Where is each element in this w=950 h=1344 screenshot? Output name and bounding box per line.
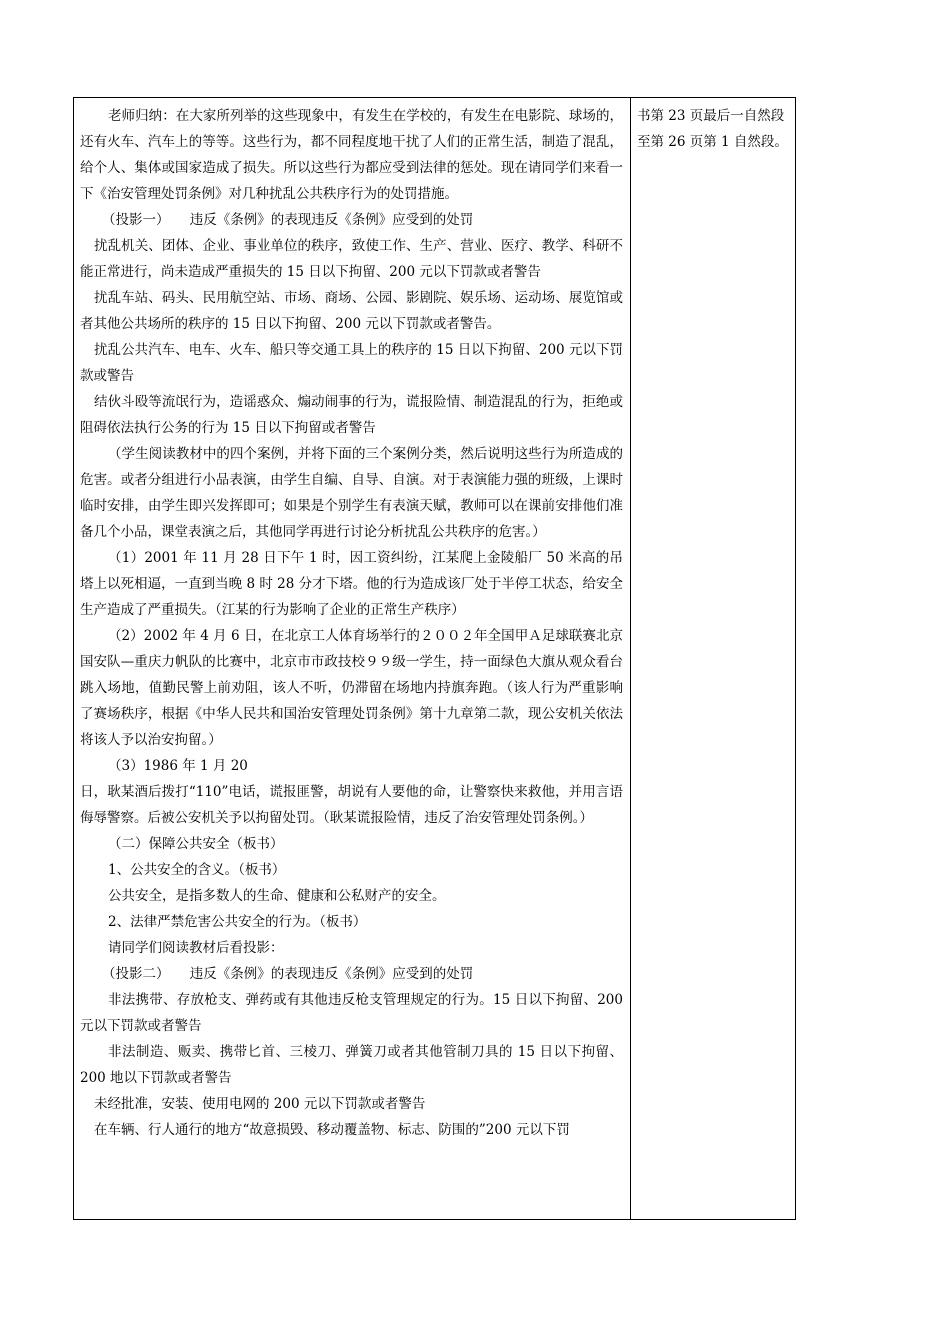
- lesson-table: [73, 97, 796, 1220]
- case-2-paragraph: （2）2002 年 4 月 6 日，在北京工人体育场举行的２００２年全国甲Ａ足球联赛北京国安队—重庆力帆队的比赛中，北京市市政技校９９级一学生，持一面绿色大旗从观众看台跳入场地，值勤民警上前劝阻，该人不听，仍滞留在场地内持旗奔跑。（该人行为严重影响了赛场秩序，根据《中华人民共和国治安管理处罚条例》第十九章第二款，现公安机关依法将该人予以治安拘留。）: [80, 628, 623, 748]
- main-content-cell: [80, 103, 623, 1213]
- column-divider: [630, 98, 631, 1219]
- safety-rule-paragraph-4: 在车辆、行人通行的地方“故意损毁、移动覆盖物、标志、防围的”200 元以下罚: [94, 1122, 570, 1138]
- textbook-reference-note: 书第 23 页最后一自然段至第 26 页第 1 自然段。: [637, 108, 788, 150]
- case-1-paragraph: （1）2001 年 11 月 28 日下午 1 时，因工资纠纷，江某爬上金陵船厂 50 米高的吊塔上以死相逼，一直到当晚 8 时 28 分才下塔。他的行为造成该厂处于半停工状态，给安全生产造成了严重损失。（江某的行为影响了企业的正常生产秩序）: [80, 550, 623, 618]
- safety-rule-paragraph-1: 非法携带、存放枪支、弹药或有其他违反枪支管理规定的行为。15 日以下拘留、200 元以下罚款或者警告: [80, 992, 623, 1034]
- subheading-prohibited-acts: 2、法律严禁危害公共安全的行为。（板书）: [108, 914, 367, 930]
- rule-paragraph-3: 扰乱公共汽车、电车、火车、船只等交通工具上的秩序的 15 日以下拘留、200 元以下罚款或警告: [80, 342, 623, 384]
- projection-two-heading: （投影二） 违反《条例》的表现违反《条例》应受到的处罚: [102, 966, 474, 982]
- safety-rule-paragraph-2: 非法制造、贩卖、携带匕首、三棱刀、弹簧刀或者其他管制刀具的 15 日以下拘留、200 地以下罚款或者警告: [80, 1044, 623, 1086]
- side-note-cell: [637, 103, 791, 155]
- projection-one-heading: （投影一） 违反《条例》的表现违反《条例》应受到的处罚: [102, 212, 474, 228]
- safety-rule-paragraph-3: 未经批准，安装、使用电网的 200 元以下罚款或者警告: [94, 1096, 426, 1112]
- reading-instruction: 请同学们阅读教材后看投影：: [108, 940, 284, 956]
- activity-instructions-paragraph: （学生阅读教材中的四个案例，并将下面的三个案例分类，然后说明这些行为所造成的危害。或者分组进行小品表演，由学生自编、自导、自演。对于表演能力强的班级，上课时临时安排，由学生即兴发挥即可；如果是个别学生有表演天赋，教师可以在课前安排他们准备几个小品，课堂表演之后，其他同学再进行讨论分析扰乱公共秩序的危害。）: [80, 446, 623, 540]
- teacher-summary-paragraph: 老师归纳：在大家所列举的这些现象中，有发生在学校的，有发生在电影院、球场的，还有火车、汽车上的等等。这些行为，都不同程度地干扰了人们的正常生活，制造了混乱，给个人、集体或国家造成了损失。所以这些行为都应受到法律的惩处。现在请同学们来看一下《治安管理处罚条例》对几种扰乱公共秩序行为的处罚措施。: [80, 108, 623, 202]
- rule-paragraph-2: 扰乱车站、码头、民用航空站、市场、商场、公园、影剧院、娱乐场、运动场、展览馆或者其他公共场所的秩序的 15 日以下拘留、200 元以下罚款或者警告。: [80, 290, 623, 332]
- definition-paragraph: 公共安全，是指多数人的生命、健康和公私财产的安全。: [108, 888, 446, 904]
- subheading-definition: 1、公共安全的含义。（板书）: [108, 862, 286, 878]
- case-3-line: （3）1986 年 1 月 20: [108, 758, 248, 774]
- section-heading-public-safety: （二）保障公共安全（板书）: [108, 836, 284, 852]
- rule-paragraph-4: 结伙斗殴等流氓行为，造谣惑众、煽动闹事的行为，谎报险情、制造混乱的行为，拒绝或阻碍依法执行公务的行为 15 日以下拘留或者警告: [80, 394, 623, 436]
- case-3-paragraph: 日，耿某酒后拨打“110”电话，谎报匪警，胡说有人要他的命，让警察快来救他，并用言语侮辱警察。后被公安机关予以拘留处罚。（耿某谎报险情，违反了治安管理处罚条例。）: [80, 784, 623, 826]
- rule-paragraph-1: 扰乱机关、团体、企业、事业单位的秩序，致使工作、生产、营业、医疗、教学、科研不能正常进行，尚未造成严重损失的 15 日以下拘留、200 元以下罚款或者警告: [80, 238, 623, 280]
